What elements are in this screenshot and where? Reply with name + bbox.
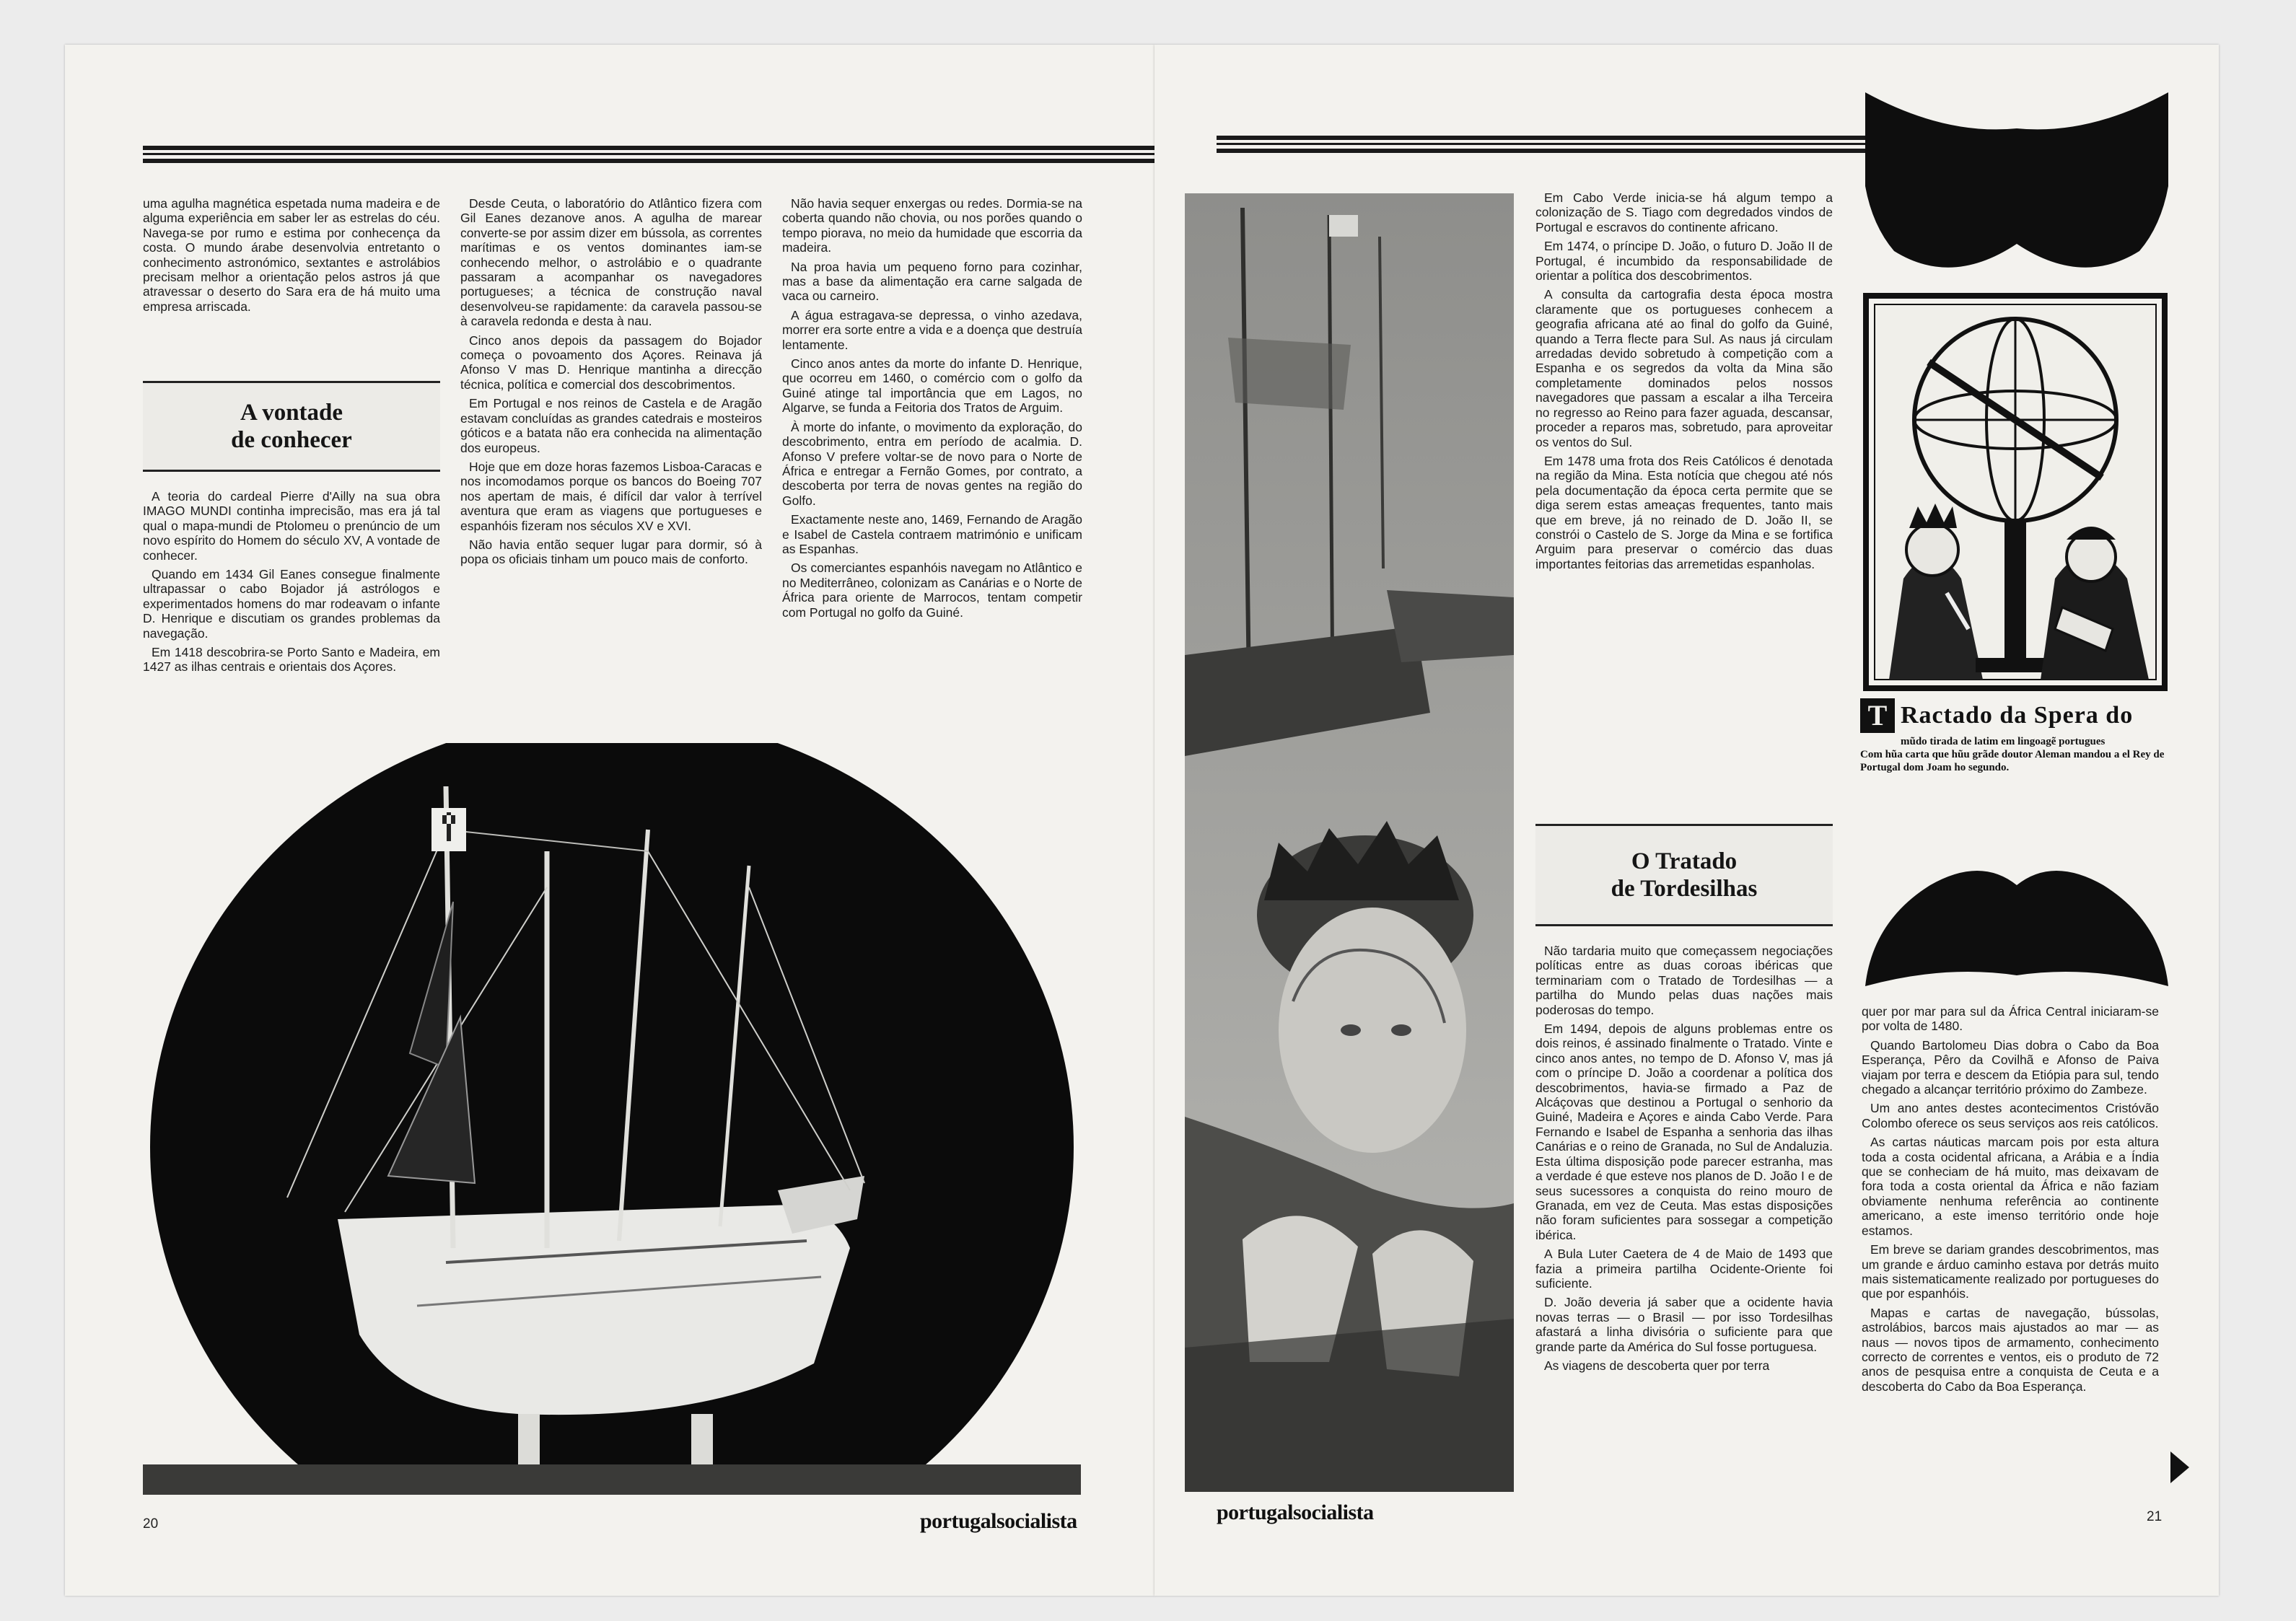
heading-line: O Tratado [1631, 848, 1738, 874]
left-page [65, 45, 1154, 1596]
woodcut-subtitle: mũdo tirada de latim em lingoagẽ portugues [1901, 736, 2106, 747]
top-rule-lower [143, 159, 1154, 163]
paragraph: Em 1418 descobrira-se Porto Santo e Madeira, em 1427 as ilhas centrais e orientais dos Açores. [143, 645, 440, 675]
column-a-bottom-text [1535, 944, 1833, 1377]
paragraph: Não havia sequer enxergas ou redes. Dormia-se na coberta quando não chovia, ou nos porões quando o tempo piorava, no meio da humidade que escorria da madeira. [782, 196, 1082, 255]
heading-line: de Tordesilhas [1611, 876, 1758, 902]
paragraph: Os comerciantes espanhóis navegam no Atlântico e no Mediterrâneo, colonizam as Canárias e o Norte de África para oriente de Marrocos, tentam competir com Portugal no golfo da Guiné. [782, 561, 1082, 620]
paragraph: Em breve se dariam grandes descobrimentos, mas um grande e árduo caminho estava por detrás muito mais sistematicamente realizado por portugueses do que por espanhóis. [1862, 1242, 2159, 1301]
masthead-logo: portugalsocialista [1217, 1501, 1374, 1524]
paragraph: As viagens de descoberta quer por terra [1544, 1358, 1770, 1373]
right-page [1154, 45, 2219, 1596]
paragraph: Em Cabo Verde inicia-se há algum tempo a colonização de S. Tiago com degredados vindos de Portugal e escravos do continente africano. [1535, 190, 1833, 234]
heading-line: de conhecer [231, 427, 352, 453]
paragraph: À morte do infante, o movimento da exploração, do descobrimento, entra em período de acalmia. D. Afonso V prefere voltar-se de novo para o Norte de África e entregar a Fernão Gomes, por contrato, a descoberta por terra de novas gentes na região do Golfo. [782, 419, 1082, 508]
woodcut-frontispiece [1860, 290, 2170, 795]
caravel-illustration [143, 743, 1081, 1495]
top-rule-thin [1217, 143, 1895, 145]
heading-line: A vontade [240, 400, 343, 426]
column-3-text [782, 196, 1082, 624]
woodcut-initial: T [1860, 698, 1895, 733]
paragraph: uma agulha magnética espetada numa madeira e de alguma experiência em saber ler as estrelas do céu. Navega-se por rumo e estima por conhecença da costa. O mundo árabe desenvolvia entretanto o conhecimento astronómico, sextantes e astrolábios precisam melhor a orientação pelos astros já que atravessar o deserto do Sara era de há muito uma empresa arriscada. [143, 196, 440, 314]
paragraph: quer por mar para sul da África Central iniciaram-se por volta de 1480. [1862, 1004, 2159, 1034]
caravel-model-photo [143, 743, 1081, 1495]
continue-arrow-icon [2170, 1451, 2189, 1483]
paragraph: Em 1478 uma frota dos Reis Católicos é denotada na região da Mina. Esta notícia que chegou até nós pela documentação da época certa permite que se diga serem estas ameaças frequentes, tanto mais que em breve, já no reinado de D. João II, se constrói o Castelo de S. Jorge da Mina e se fortifica Arguim para preservar o comércio das duas importantes feitorias das arremetidas espanholas. [1535, 453, 1833, 571]
woodcut-title: Ractado da Spera do [1901, 702, 2134, 729]
queen-painting-photo [1185, 193, 1514, 1492]
woodcut-caption [1860, 698, 2170, 774]
queen-and-ships-illustration [1185, 193, 1514, 1492]
paragraph: A Bula Luter Caetera de 4 de Maio de 1493 que fazia a primeira partilha Ocidente-Oriente foi suficiente. [1535, 1247, 1833, 1291]
column-2-text [460, 196, 762, 571]
column-a-top-text [1535, 190, 1833, 576]
page-number: 21 [2147, 1509, 2163, 1524]
paragraph: D. João deveria já saber que a ocidente havia novas terras — o Brasil — por isso Tordesilhas afastará a linha divisória o suficiente para que grande parte da América do Sul fosse portuguesa. [1535, 1295, 1833, 1354]
paragraph: Exactamente neste ano, 1469, Fernando de Aragão e Isabel de Castela contraem matrimónio e unificam as Espanhas. [782, 512, 1082, 556]
woodcut-dedication: Com hũa carta que hũu grãde doutor Aleman mandou a el Rey de Portugal dom Joam ho segundo. [1860, 749, 2165, 773]
paragraph: Desde Ceuta, o laboratório do Atlântico fizera com Gil Eanes dezanove anos. A agulha de marear converte-se por assim dizer em bússola, as correntes marítimas e os ventos dominantes iam-se conhecendo melhor, o astrolábio e o quadrante passaram a acompanhar os navegadores portugueses; a técnica de construção naval desenvolveu-se rapidamente: da caravela passou-se à caravela redonda e desta à nau. [460, 196, 762, 329]
paragraph: Em 1474, o príncipe D. João, o futuro D. João II de Portugal, é incumbido da responsabilidade de orientar a política dos descobrimentos. [1535, 239, 1833, 284]
paragraph: Hoje que em doze horas fazemos Lisboa-Caracas e nos incomodamos porque os bancos do Boeing 707 nos apertam de mais, é difícil dar valor à terrível aventura que eram as viagens que portugueses e espanhóis fizeram nos séculos XV e XVI. [460, 459, 762, 533]
paragraph: A teoria do cardeal Pierre d'Ailly na sua obra IMAGO MUNDI continha imprecisão, mas era já tal qual o mapa-mundi de Ptolomeu o prenúncio de um novo espírito do Homem do século XV, A vontade de conhecer. [143, 489, 440, 563]
paragraph: Não tardaria muito que começassem negociações políticas entre as duas coroas ibéricas que terminariam com o Tratado de Tordesilhas — a partilha do Mundo pelas duas nações mais poderosas do tempo. [1535, 944, 1833, 1017]
paragraph: Um ano antes destes acontecimentos Cristóvão Colombo oferece os seus serviços aos reis católicos. [1862, 1101, 2159, 1130]
top-rule-lower [1217, 149, 1895, 153]
top-rule-thin [143, 153, 1154, 155]
paragraph: A água estragava-se depressa, o vinho azedava, morrer era sorte entre a vida e a doença que destruía lentamente. [782, 307, 1082, 352]
masthead-logo: portugalsocialista [920, 1509, 1077, 1533]
paragraph: Quando Bartolomeu Dias dobra o Cabo da Boa Esperança, Pêro da Covilhã e Afonso de Paiva viajam por terra e descem da Etiópia para sul, tendo chegado a alcançar território próximo do Zambeze. [1862, 1037, 2159, 1097]
decorative-shape-bottom [1865, 842, 2168, 993]
top-rule [1217, 136, 1895, 140]
column-1-top-text [143, 196, 440, 318]
armillary-sphere-woodcut [1860, 290, 2170, 694]
paragraph: Quando em 1434 Gil Eanes consegue finalmente ultrapassar o cabo Bojador já astrólogos e experimentados homens do mar rodeavam o infante D. Henrique e discutiam os grandes problemas da navegação. [143, 567, 440, 641]
column-1-bottom-text [143, 489, 440, 679]
paragraph: Em Portugal e nos reinos de Castela e de Aragão estavam concluídas as grandes catedrais e mosteiros góticos e a batata não era conhecida na alimentação dos europeus. [460, 396, 762, 455]
column-b-text [1862, 1004, 2159, 1398]
paragraph: Não havia então sequer lugar para dormir, só à popa os oficiais tinham um pouco mais de conforto. [460, 537, 762, 567]
paragraph: Cinco anos antes da morte do infante D. Henrique, que ocorreu em 1460, o comércio com o golfo da Guiné atinge tal importância que em Lagos, no Algarve, se funda a Feitoria dos Tratos de Arguim. [782, 356, 1082, 416]
paragraph: Mapas e cartas de navegação, bússolas, astrolábios, barcos mais ajustados ao mar — as naus — novos tipos de armamento, conhecimento correcto de correntes e ventos, eis o produto de 72 anos de pesquisa entre a conquista de Ceuta e a descoberta do Cabo da Boa Esperança. [1862, 1305, 2159, 1394]
paragraph: Cinco anos depois da passagem do Bojador começa o povoamento dos Açores. Reinava já Afonso V mas D. Henrique mantinha a direcção técnica, política e comercial dos descobrimentos. [460, 333, 762, 392]
page-number: 20 [143, 1516, 159, 1532]
paragraph: Na proa havia um pequeno forno para cozinhar, mas a base da alimentação era carne salgada de vaca ou carneiro. [782, 259, 1082, 304]
paragraph: Em 1494, depois de alguns problemas entre os dois reinos, é assinado finalmente o Tratado. Vinte e cinco anos antes, no tempo de D. Afonso V, mas já com o príncipe D. João a coordenar a política dos descobrimentos, havia-se firmado a Paz de Alcáçovas que destinou a Portugal o senhorio da Guiné, Madeira e Açores e ainda Cabo Verde. Para Fernando e Isabel de Espanha a senhoria das ilhas Canárias e o reino de Granada, no Sul de Andaluzia. Esta última disposição pode parecer estranha, mas a verdade é que esteve nos planos de D. João I e de seus sucessores a conquista do reino mouro de Granada, em vez de Ceuta. Mas estas disposições não foram suficientes para sossegar a competição ibérica. [1535, 1022, 1833, 1242]
decorative-shape-top [1865, 92, 2168, 287]
section-heading-tordesilhas [1535, 824, 1833, 926]
top-rule [143, 146, 1154, 150]
paragraph: As cartas náuticas marcam pois por esta altura toda a costa ocidental africana, a Arábia e a Índia que se conheciam de há muito, mas deixavam de fora toda a costa oriental da África e não faziam obviamente nenhuma referência ao continente americano, a este imenso território onde hoje estamos. [1862, 1135, 2159, 1238]
section-heading-vontade [143, 381, 440, 472]
paragraph: A consulta da cartografia desta época mostra claramente que os portugueses conhecem a geografia africana até ao final do golfo da Guiné, quando a Terra flecte para Sul. As naus já circulam arredadas devido sobretudo à competição com a Espanha e os segredos da volta da Mina são completamente dominados pelos nossos navegadores que passam a escalar a ilha Terceira no regresso ao Reino para fazer aguada, descansar, proceder a reparos mas, sobretudo, para aproveitar os ventos do Sul. [1535, 287, 1833, 449]
